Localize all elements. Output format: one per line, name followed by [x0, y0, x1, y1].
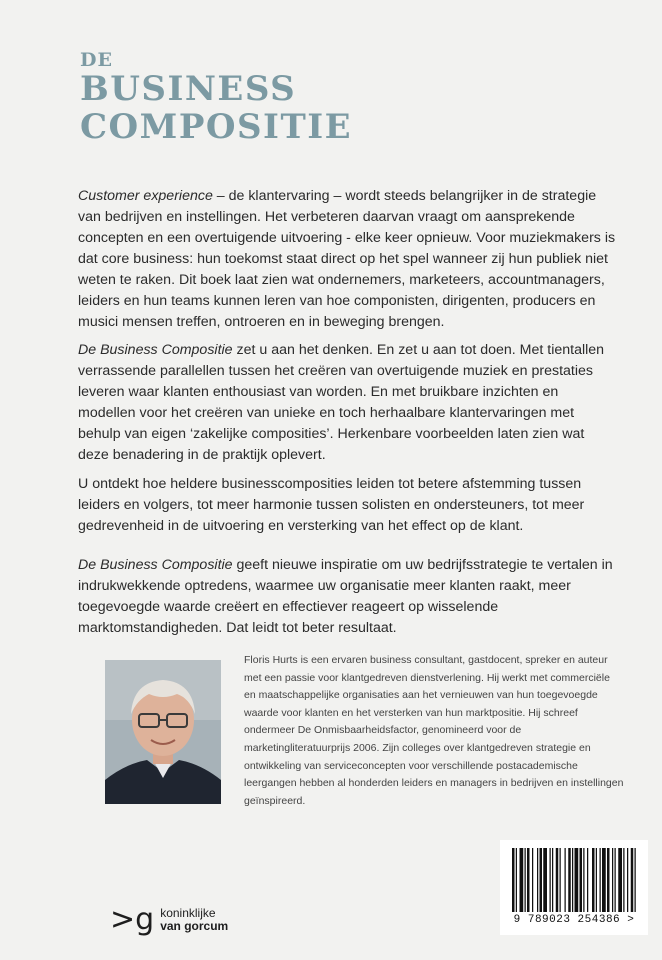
barcode-bar — [580, 848, 583, 912]
barcode-bar — [556, 848, 559, 912]
title-prefix: DE — [80, 49, 113, 71]
barcode-bar — [618, 848, 622, 912]
barcode-bar — [532, 848, 533, 912]
barcode-bar — [612, 848, 613, 912]
barcode-bar — [560, 848, 561, 912]
paragraph-4-text: geeft nieuwe inspiratie om uw bedrijfsstrategie te vertalen in indrukwekkende optredens, waarmee uw organisatie meer klanten raakt, meer toegevoegde waarde creëert en effectiever reageert op wisselende marktomstandigheden. Dat leidt tot beter resultaat. — [78, 557, 613, 636]
barcode-bar — [572, 848, 573, 912]
barcode-bar — [512, 848, 515, 912]
paragraph-3-text: U ontdekt hoe heldere businesscomposities leiden tot betere afstemming tussen leiders en volgers, tot meer harmonie tussen solisten en ondersteuners, tot meer gedrevenheid in de uitvoering en versterking van het effect op de klant. — [78, 476, 585, 534]
barcode-bar — [587, 848, 588, 912]
paragraph-4-italic: De Business Compositie — [78, 557, 233, 573]
publisher-logo — [110, 902, 229, 937]
barcode-bar — [607, 848, 610, 912]
barcode-bar — [550, 848, 551, 912]
barcode-bars — [500, 840, 648, 918]
paragraph-3 — [78, 474, 618, 537]
paragraph-2-italic: De Business Compositie — [78, 342, 233, 358]
publisher-mark-icon: >g — [110, 902, 155, 937]
publisher-name — [160, 907, 228, 933]
barcode-bar — [568, 848, 571, 912]
barcode-bar — [600, 848, 601, 912]
publisher-name-line-1: koninklijke — [160, 906, 216, 920]
title-line-1: BUSINESS — [80, 69, 297, 109]
book-title — [80, 50, 352, 146]
barcode-bar — [615, 848, 616, 912]
publisher-name-line-2: van gorcum — [160, 919, 229, 933]
paragraph-4 — [78, 555, 618, 639]
barcode-bar — [516, 848, 517, 912]
barcode-bar — [565, 848, 566, 912]
barcode-digits: 9 789023 254386 > — [513, 914, 635, 926]
barcode-bar — [527, 848, 530, 912]
barcode-bar — [602, 848, 606, 912]
barcode-bar — [552, 848, 553, 912]
barcode-bar — [635, 848, 636, 912]
paragraph-2 — [78, 340, 618, 466]
paragraph-2-text: zet u aan het denken. En zet u aan tot doen. Met tientallen verrassende parallellen tussen het creëren van overtuigende muziek en prestaties leveren waar klanten enthousiast van worden. En met bruikbare inzichten en modellen voor het creëren van unieke en toch herhaalbare klantervaringen met behulp van eigen ‘zakelijke composities’. Herkenbare voorbeelden laten zien wat deze benadering in de praktijk oplevert. — [78, 342, 605, 463]
barcode-bar — [520, 848, 524, 912]
title-line-2: COMPOSITIE — [80, 107, 353, 147]
barcode-bar — [537, 848, 538, 912]
barcode-bar — [596, 848, 597, 912]
author-portrait — [105, 660, 221, 804]
barcode-bar — [623, 848, 624, 912]
barcode-bar — [543, 848, 547, 912]
barcode-bar — [592, 848, 595, 912]
barcode-bar — [540, 848, 543, 912]
paragraph-1-italic: Customer experience — [78, 188, 213, 204]
barcode-bar — [525, 848, 526, 912]
paragraph-1 — [78, 186, 618, 333]
barcode-bar — [631, 848, 634, 912]
barcode-bar — [575, 848, 579, 912]
paragraph-1-text: – de klantervaring – wordt steeds belangrijker in de strategie van bedrijven en instellingen. Het verbeteren daarvan vraagt om aansprekende concepten en een overtuigende uitvoering - elke keer opnieuw. Voor muziekmakers is dat core business: hun toekomst staat direct op het spel wanneer zij hun publiek niet weten te raken. Dit boek laat zien wat ondernemers, marketeers, accountmanagers, leiders en hun teams kunnen leren van hoe componisten, dirigenten, producers en musici mensen treffen, ontroeren en in beweging brengen. — [78, 188, 616, 330]
barcode-bar — [583, 848, 584, 912]
author-bio: Floris Hurts is een ervaren business consultant, gastdocent, spreker en auteur met een passie voor klantgedreven dienstverlening. Hij werkt met commerciële en maatschappelijke organisaties aan het vernieuwen van hun toegevoegde waarde voor klanten en het versterken van hun marktpositie. Hij schreef ondermeer De Onmisbaarheidsfactor, genomineerd voor de marketingliteratuurprijs 2006. Zijn colleges over klantgedreven strategie en ontwikkeling van serviceconcepten voor verschillende postacademische leergangen hebben al honderden leiders en managers in bedrijven en instellingen geïnspireerd. — [244, 654, 624, 807]
barcode-bar — [627, 848, 628, 912]
